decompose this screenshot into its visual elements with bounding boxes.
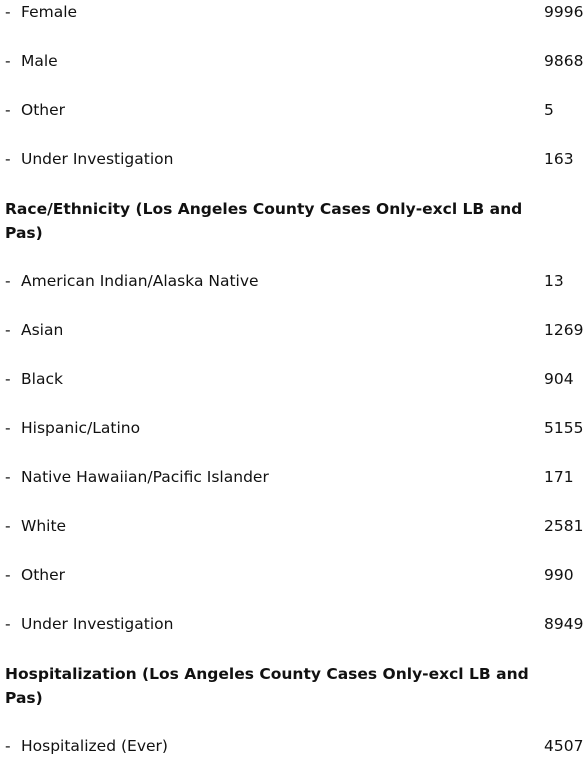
row-value: 8949 bbox=[544, 615, 584, 633]
row-value: 5155 bbox=[544, 419, 584, 437]
row-value: 1269 bbox=[544, 321, 584, 339]
list-item bbox=[0, 319, 585, 341]
row-label: Hispanic/Latino bbox=[21, 419, 141, 437]
row-label: Under Investigation bbox=[21, 615, 174, 633]
list-item bbox=[0, 50, 585, 72]
bullet-dash: - bbox=[5, 370, 11, 388]
bullet-dash: - bbox=[5, 737, 11, 755]
list-item bbox=[0, 564, 585, 586]
row-value: 171 bbox=[544, 468, 574, 486]
bullet-dash: - bbox=[5, 272, 11, 290]
bullet-dash: - bbox=[5, 419, 11, 437]
list-item bbox=[0, 1, 585, 23]
bullet-dash: - bbox=[5, 566, 11, 584]
row-value: 990 bbox=[544, 566, 574, 584]
list-item bbox=[0, 148, 585, 170]
bullet-dash: - bbox=[5, 150, 11, 168]
bullet-dash: - bbox=[5, 101, 11, 119]
row-label: Hospitalized (Ever) bbox=[21, 737, 168, 755]
row-label: Other bbox=[21, 566, 66, 584]
row-label: White bbox=[21, 517, 67, 535]
row-value: 9868 bbox=[544, 52, 584, 70]
list-item bbox=[0, 735, 585, 757]
bullet-dash: - bbox=[5, 615, 11, 633]
list-item bbox=[0, 613, 585, 635]
row-label: Asian bbox=[21, 321, 64, 339]
section-heading-race: Race/Ethnicity (Los Angeles County Cases Only-excl LB and Pas) bbox=[5, 200, 523, 242]
row-label: Black bbox=[21, 370, 63, 388]
row-label: Native Hawaiian/Pacific Islander bbox=[21, 468, 269, 486]
bullet-dash: - bbox=[5, 3, 11, 21]
bullet-dash: - bbox=[5, 52, 11, 70]
list-item bbox=[0, 466, 585, 488]
bullet-dash: - bbox=[5, 321, 11, 339]
row-value: 163 bbox=[544, 150, 574, 168]
bullet-dash: - bbox=[5, 468, 11, 486]
list-item bbox=[0, 417, 585, 439]
row-label: Under Investigation bbox=[21, 150, 174, 168]
row-value: 9996 bbox=[544, 3, 584, 21]
row-value: 13 bbox=[544, 272, 564, 290]
row-value: 4507 bbox=[544, 737, 584, 755]
bullet-dash: - bbox=[5, 517, 11, 535]
row-label: American Indian/Alaska Native bbox=[21, 272, 259, 290]
list-item bbox=[0, 515, 585, 537]
section-heading-hospitalization: Hospitalization (Los Angeles County Cases Only-excl LB and Pas) bbox=[5, 665, 529, 707]
row-label: Female bbox=[21, 3, 78, 21]
list-item bbox=[0, 99, 585, 121]
row-value: 904 bbox=[544, 370, 574, 388]
row-label: Other bbox=[21, 101, 66, 119]
row-label: Male bbox=[21, 52, 58, 70]
list-item bbox=[0, 270, 585, 292]
row-value: 2581 bbox=[544, 517, 584, 535]
row-value: 5 bbox=[544, 101, 554, 119]
list-item bbox=[0, 368, 585, 390]
